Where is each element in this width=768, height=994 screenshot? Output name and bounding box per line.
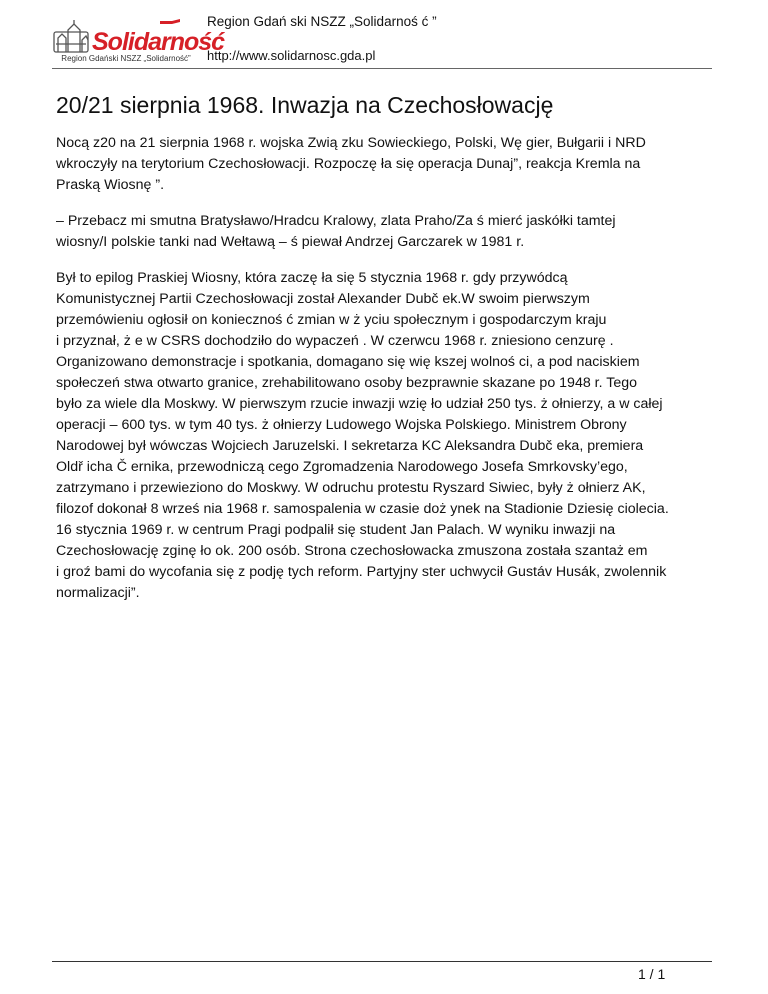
text-line: Narodowej był wówczas Wojciech Jaruzelski. I sekretarza KC Aleksandra Dubč eka, premiera <box>56 438 644 454</box>
text-line: – Przebacz mi smutna Bratysławo/Hradcu Kralowy, zlata Praho/Za ś mierć jaskółki tamtej <box>56 213 616 229</box>
paragraph-song-quote <box>56 211 716 253</box>
text-line: filozof dokonał 8 wrześ nia 1968 r. samospalenia w czasie doż ynek na Stadionie Dziesię ciolecia. <box>56 501 669 517</box>
article-body <box>56 133 716 619</box>
footer-divider <box>52 961 712 962</box>
text-line: przemówieniu ogłosił on koniecznoś ć zmian w ż yciu społecznym i gospodarczym kraju <box>56 312 607 328</box>
text-line: 16 stycznia 1969 r. w centrum Pragi podpalił się student Jan Palach. W wyniku inwazji na <box>56 522 616 538</box>
paragraph-main <box>56 268 716 604</box>
logo-caption: Region Gdański NSZZ „Solidarność” <box>61 54 191 63</box>
text-line: Czechosłowację zginę ło ok. 200 osób. Strona czechosłowacka zmuszona została szantaż em <box>56 543 648 559</box>
text-line: Praską Wiosnę ”. <box>56 177 165 193</box>
document-header <box>52 12 712 68</box>
paragraph-intro <box>56 133 716 196</box>
text-line: i przyznał, ż e w CSRS dochodziło do wypaczeń . W czerwcu 1968 r. zniesiono cenzurę . <box>56 333 614 349</box>
text-line: społeczeń stwa otwarto granice, zrehabilitowano osoby bezprawnie skazane po 1948 r. Tego <box>56 375 637 391</box>
text-line: Był to epilog Praskiej Wiosny, która zaczę ła się 5 stycznia 1968 r. gdy przywódcą <box>56 270 568 286</box>
text-line: operacji – 600 tys. w tym 40 tys. ż ołnierzy Ludowego Wojska Polskiego. Ministrem Obrony <box>56 417 627 433</box>
text-line: wkroczyły na terytorium Czechosłowacji. Rozpoczę ła się operacja Dunaj”, reakcja Kremla na <box>56 156 641 172</box>
text-line: Oldř icha Č ernika, przewodniczą cego Zgromadzenia Narodowego Josefa Smrkovsky’ego, <box>56 459 628 475</box>
text-line: Komunistycznej Partii Czechosłowacji został Alexander Dubč ek.W swoim pierwszym <box>56 291 590 307</box>
header-divider <box>52 68 712 69</box>
text-line: normalizacji”. <box>56 585 140 601</box>
text-line: zatrzymano i przewieziono do Moskwy. W odruchu protestu Ryszard Siwiec, były ż ołnierz AK, <box>56 480 646 496</box>
logo-wordmark: Solidarność <box>92 28 225 56</box>
text-line: Organizowano demonstracje i spotkania, domagano się wię kszej wolnoś ci, a pod naciskiem <box>56 354 640 370</box>
page-number: 1 / 1 <box>638 966 666 982</box>
organization-name: Region Gdań ski NSZZ „Solidarnoś ć ” <box>207 14 437 29</box>
text-line: było za wiele dla Moskwy. W pierwszym rzucie inwazji wzię ło udział 250 tys. ż ołnierzy, a w całej <box>56 396 663 412</box>
text-line: i groź bami do wycofania się z podję tych reform. Partyjny ster uchwycił Gustáv Husák, zwolennik <box>56 564 667 580</box>
text-line: wiosny/I polskie tanki nad Wełtawą – ś piewał Andrzej Garczarek w 1981 r. <box>56 234 525 250</box>
article-title: 20/21 sierpnia 1968. Inwazja na Czechosłowację <box>56 92 554 118</box>
website-link[interactable]: http://www.solidarnosc.gda.pl <box>207 48 376 63</box>
text-line: Nocą z20 na 21 sierpnia 1968 r. wojska Zwią zku Sowieckiego, Polski, Wę gier, Bułgarii i NRD <box>56 135 646 151</box>
